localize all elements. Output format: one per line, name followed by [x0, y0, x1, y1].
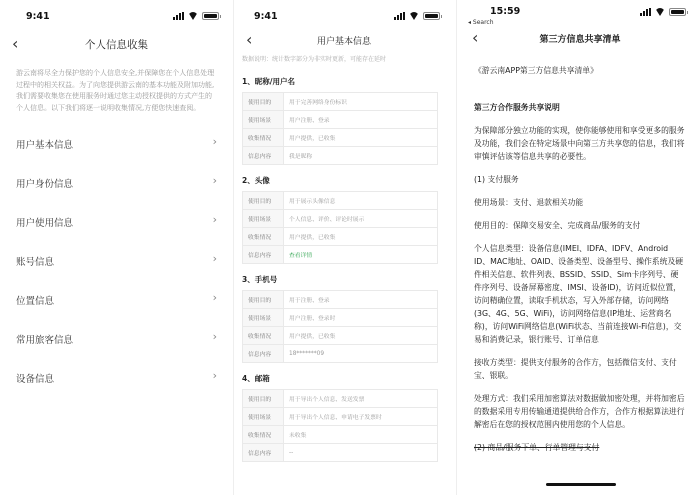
nav-bar	[460, 26, 700, 48]
status-bar	[460, 0, 700, 26]
table-row: 收集情况 用户提供，已收集	[243, 129, 438, 147]
back-chevron-icon[interactable]: ‹	[246, 30, 253, 49]
section-heading: 第三方合作服务共享说明	[474, 103, 560, 112]
wifi-icon	[409, 12, 419, 20]
status-bar	[234, 0, 454, 30]
menu-item-usage-info[interactable]: 用户使用信息 ›	[16, 213, 217, 229]
screen-divider	[456, 0, 457, 495]
status-time: 9:41	[254, 11, 278, 22]
page-title: 用户基本信息	[316, 37, 371, 47]
section-title-phone: 3、手机号	[242, 275, 278, 284]
chevron-right-icon: ›	[212, 174, 217, 187]
info-category-list	[0, 124, 233, 397]
email-table	[242, 389, 438, 462]
signal-icon	[640, 8, 651, 16]
chevron-right-icon: ›	[212, 252, 217, 265]
section-title-email: 4、邮箱	[242, 374, 270, 383]
table-row: 收集情况 用户提供，已收集	[243, 228, 438, 246]
table-row: 收集情况 未收集	[243, 426, 438, 444]
back-to-search-link[interactable]: ◂ Search	[468, 19, 494, 26]
table-row: 信息内容 --	[243, 444, 438, 462]
status-time: 15:59	[490, 6, 521, 17]
avatar-table	[242, 191, 438, 264]
battery-icon	[423, 12, 440, 20]
section-title-avatar: 2、头像	[242, 176, 270, 185]
screen-personal-info-collection	[0, 0, 233, 495]
table-row: 使用目的 用于导出个人信息、发送发票	[243, 390, 438, 408]
status-bar	[0, 0, 233, 30]
table-row: 信息内容 我是昵称	[243, 147, 438, 165]
back-chevron-icon[interactable]: ‹	[472, 28, 479, 47]
item-title-order: (2) 商品/服务下单、行单管理与支付	[474, 443, 600, 452]
table-row: 使用场景 用户注册、登录时	[243, 309, 438, 327]
table-row: 收集情况 用户提供，已收集	[243, 327, 438, 345]
processing-method: 处理方式：我们采用加密算法对数据做加密处理，并将加密后的数据采用专用传输通道提供给合作方，合作方根据算法进行解密后在您的授权范围内使用您的个人信息。	[474, 394, 685, 429]
chevron-right-icon: ›	[212, 213, 217, 226]
nav-bar	[234, 30, 454, 50]
wifi-icon	[188, 12, 198, 20]
signal-icon	[173, 12, 184, 20]
menu-item-basic-info[interactable]: 用户基本信息 ›	[16, 135, 217, 151]
document-title: 《游云南APP第三方信息共享清单》	[474, 66, 598, 75]
menu-item-location-info[interactable]: 位置信息 ›	[16, 291, 217, 307]
section-title-nickname: 1、昵称/用户名	[242, 77, 295, 86]
data-note: 数据说明：统计数字部分为非实时更新，可能存在延时	[242, 56, 387, 63]
nickname-table	[242, 92, 438, 165]
personal-info-types: 个人信息类型：设备信息(IMEI、IDFA、IDFV、Android ID、MAC地址、OAID、设备类型、设备型号、操作系统及硬件相关信息、软件列表、BSSID、SSID、Sim卡序列号、硬件序列号、设备屏幕密度、IMSI、设备ID)，访问近似位置，访问精确位置，读取手机状态，写入外部存储，访问网络(3G、4G、5G、WiFi)，访问网络信息(IP地址、运营商名称)，访问WiFi网络信息(WiFi状态、当前连接Wi-Fi信息)，交易和消费记录，银行账号、订单信息	[474, 244, 684, 344]
menu-item-traveler-info[interactable]: 常用旅客信息 ›	[16, 330, 217, 346]
table-row: 使用目的 用于注册、登录	[243, 291, 438, 309]
usage-purpose: 使用目的：保障交易安全、完成商品/服务的支付	[474, 221, 641, 230]
intro-paragraph: 为保障部分独立功能的实现，使你能够使用和享受更多的服务及功能，我们会在特定场景中向第三方共享您的信息，我们将审慎评估该等信息共享的必要性。	[474, 126, 685, 161]
back-chevron-icon[interactable]: ‹	[12, 34, 19, 53]
table-row: 使用场景 用于导出个人信息、申请电子发票时	[243, 408, 438, 426]
wifi-icon	[655, 8, 665, 16]
item-title-payment: (1) 支付服务	[474, 175, 519, 184]
table-row: 使用场景 个人信息、评价、评论时展示	[243, 210, 438, 228]
page-title: 个人信息收集	[85, 39, 148, 51]
status-time: 9:41	[26, 11, 50, 22]
page-title: 第三方信息共享清单	[539, 35, 621, 45]
usage-scene: 使用场景：支付、退款相关功能	[474, 198, 584, 207]
nav-bar	[0, 30, 233, 58]
battery-icon	[202, 12, 219, 20]
menu-item-account-info[interactable]: 账号信息 ›	[16, 252, 217, 268]
table-row: 信息内容 18*******09	[243, 345, 438, 363]
phone-table	[242, 290, 438, 363]
table-row: 使用场景 用户注册、登录	[243, 111, 438, 129]
chevron-right-icon: ›	[212, 135, 217, 148]
menu-item-identity-info[interactable]: 用户身份信息 ›	[16, 174, 217, 190]
table-row: 使用目的 用于展示头像信息	[243, 192, 438, 210]
receiver-type: 接收方类型：提供支付服务的合作方，包括微信支付、支付宝、银联。	[474, 358, 677, 380]
battery-icon	[669, 8, 686, 16]
sharing-list-content	[474, 64, 686, 454]
chevron-right-icon: ›	[212, 330, 217, 343]
screen-user-basic-info	[234, 0, 454, 495]
view-details-link[interactable]: 查看详情	[284, 246, 438, 264]
table-row: 信息内容 查看详情	[243, 246, 438, 264]
table-row: 使用目的 用于完善网络身份标识	[243, 93, 438, 111]
chevron-right-icon: ›	[212, 291, 217, 304]
signal-icon	[394, 12, 405, 20]
chevron-right-icon: ›	[212, 369, 217, 382]
menu-item-device-info[interactable]: 设备信息 ›	[16, 369, 217, 385]
home-indicator	[546, 483, 616, 486]
screen-third-party-sharing	[460, 0, 700, 495]
privacy-notice: 游云南将尽全力保护您的个人信息安全,并保障您在个人信息处理过程中的相关权益。为了向您提供游云南的基本功能及附加功能,我们需要收集您在使用服务时通过您主动授权提供的方式产生的个人信息。以下我们将逐一说明收集情况,方便您快速查阅。	[16, 69, 215, 112]
